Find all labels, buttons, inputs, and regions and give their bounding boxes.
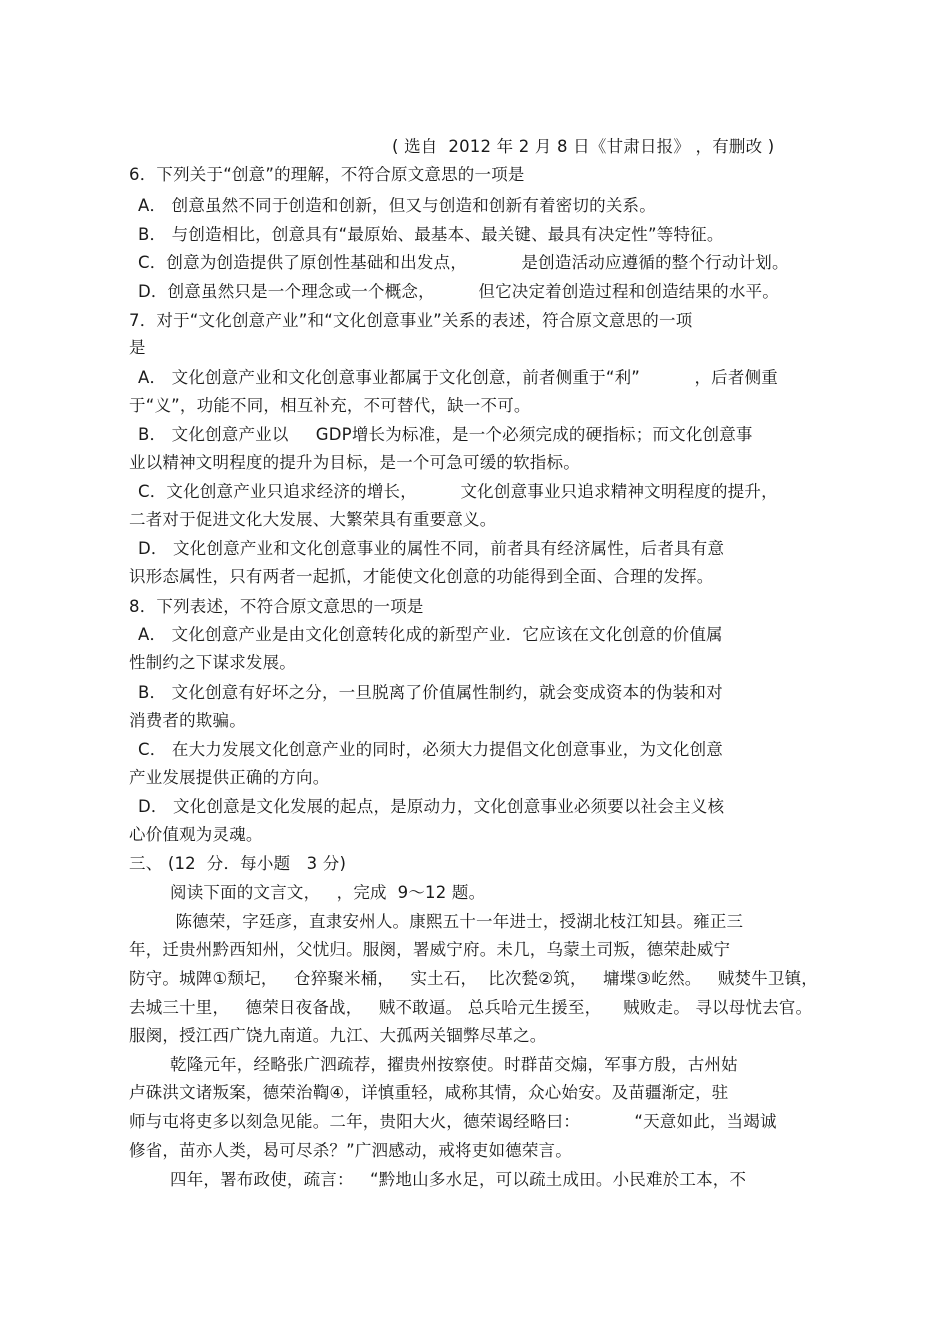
question-8-option-d-cont: 心价值观为灵魂。 — [129, 825, 263, 844]
passage-para-1-line-4: 去城三十里， 德荣日夜备战， 贼不敢逼。 总兵哈元生援至， 贼败走。 寻以母忧去官。 — [129, 998, 813, 1017]
question-8-option-b: B． 文化创意有好坏之分，一旦脱离了价值属性制约，就会变成资本的伪装和对 — [138, 683, 723, 702]
passage-para-1-line-1: 陈德荣，字廷彦，直隶安州人。康熙五十一年进士，授湖北枝江知县。雍正三 — [170, 912, 744, 931]
question-7-option-a: A． 文化创意产业和文化创意事业都属于文化创意，前者侧重于“利” ，后者侧重 — [138, 368, 778, 387]
passage-para-2-line-2: 卢硃洪文诸叛案，德荣治鞫④，详慎重轻，咸称其情，众心始安。及苗疆渐定，驻 — [129, 1083, 729, 1102]
question-7-stem: 7．对于“文化创意产业”和“文化创意事业”关系的表述，符合原文意思的一项 — [129, 311, 693, 330]
question-8-option-b-cont: 消费者的欺骗。 — [129, 711, 246, 730]
question-7-option-b: B． 文化创意产业以 GDP增长为标准，是一个必须完成的硬指标；而文化创意事 — [138, 425, 753, 444]
question-7-option-a-cont: 于“义”，功能不同，相互补充，不可替代，缺一不可。 — [129, 396, 531, 415]
question-8-stem: 8．下列表述，不符合原文意思的一项是 — [129, 597, 424, 616]
question-8-option-d: D． 文化创意是文化发展的起点，是原动力，文化创意事业必须要以社会主义核 — [138, 797, 725, 816]
question-6-stem: 6．下列关于“创意”的理解，不符合原文意思的一项是 — [129, 165, 525, 184]
question-8-option-a-cont: 性制约之下谋求发展。 — [129, 653, 296, 672]
question-7-option-c-cont: 二者对于促进文化大发展、大繁荣具有重要意义。 — [129, 510, 497, 529]
question-7-option-d-cont: 识形态属性，只有两者一起抓，才能使文化创意的功能得到全面、合理的发挥。 — [129, 567, 714, 586]
question-7-option-b-cont: 业以精神文明程度的提升为目标，是一个可急可缓的软指标。 — [129, 453, 580, 472]
question-7-stem-cont: 是 — [129, 338, 146, 357]
question-6-option-d: D．创意虽然只是一个理念或一个概念， 但它决定着创造过程和创造结果的水平。 — [138, 282, 779, 301]
question-6-option-b: B． 与创造相比，创意具有“最原始、最基本、最关键、最具有决定性”等特征。 — [138, 225, 724, 244]
passage-para-3-line-1: 四年，署布政使，疏言： “黔地山多水足，可以疏土成田。小民难於工本，不 — [170, 1170, 747, 1189]
question-7-option-c: C．文化创意产业只追求经济的增长， 文化创意事业只追求精神文明程度的提升， — [138, 482, 778, 501]
question-8-option-c: C． 在大力发展文化创意产业的同时，必须大力提倡文化创意事业，为文化创意 — [138, 740, 723, 759]
question-6-option-c: C．创意为创造提供了原创性基础和出发点， 是创造活动应遵循的整个行动计划。 — [138, 253, 789, 272]
section-3-heading: 三、 (12 分．每小题 3 分) — [129, 854, 347, 873]
passage-para-2-line-1: 乾隆元年，经略张广泗疏荐，擢贵州按察使。时群苗交煽，军事方殷，古州姑 — [170, 1055, 738, 1074]
passage-para-2-line-3: 师与屯将吏多以刻急见能。二年，贵阳大火，德荣谒经略曰： “天意如此，当竭诚 — [129, 1112, 777, 1131]
source-citation: ( 选自 2012 年 2 月 8 日《甘肃日报》 ，有删改 ) — [392, 137, 775, 156]
passage-para-1-line-5: 服阕，授江西广饶九南道。九江、大孤两关锢弊尽革之。 — [129, 1026, 547, 1045]
passage-para-1-line-3: 防守。城陴①颓圮， 仓猝聚米桶， 实土石， 比次甃②筑， 墉堞③屹然。 贼焚牛卫镇， — [129, 969, 819, 988]
passage-para-1-line-2: 年，迁贵州黔西知州，父忧归。服阕，署威宁府。未几，乌蒙土司叛，德荣赴威宁 — [129, 940, 731, 959]
question-8-option-c-cont: 产业发展提供正确的方向。 — [129, 768, 330, 787]
question-7-option-d: D． 文化创意产业和文化创意事业的属性不同，前者具有经济属性，后者具有意 — [138, 539, 725, 558]
passage-para-2-line-4: 修省，苗亦人类，曷可尽杀？”广泗感动，戒将吏如德荣言。 — [129, 1141, 572, 1160]
question-8-option-a: A． 文化创意产业是由文化创意转化成的新型产业．它应该在文化创意的价值属 — [138, 625, 723, 644]
question-6-option-a: A． 创意虽然不同于创造和创新，但又与创造和创新有着密切的关系。 — [138, 196, 656, 215]
section-3-instruction: 阅读下面的文言文， ，完成 9～12 题。 — [170, 883, 486, 902]
